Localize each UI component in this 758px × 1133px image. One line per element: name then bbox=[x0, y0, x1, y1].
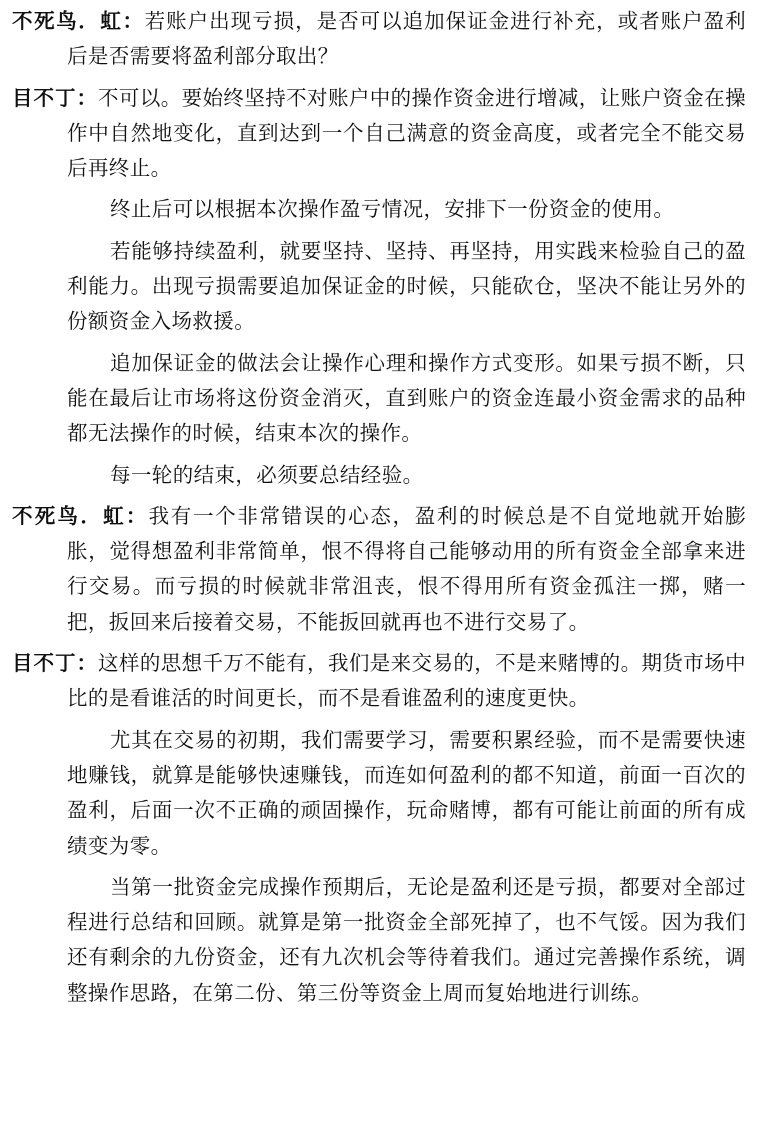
dialog-entry bbox=[12, 81, 746, 187]
speaker-name: 目不丁： bbox=[12, 85, 99, 110]
dialog-entry bbox=[12, 4, 746, 75]
dialog-entry bbox=[12, 646, 746, 717]
speaker-name: 不死鸟．虹： bbox=[12, 9, 145, 33]
paragraph: 追加保证金的做法会让操作心理和操作方式变形。如果亏损不断，只能在最后让市场将这份资金消灭，直到账户的资金连最小资金需求的品种都无法操作的时候，结束本次的操作。 bbox=[67, 350, 746, 446]
dialog-text: 我有一个非常错误的心态，盈利的时候总是不自觉地就开始膨胀，觉得想盈利非常简单，恨不得将自己能够动用的所有资金全部拿来进行交易。而亏损的时候就非常沮丧，恨不得用所有资金孤注一掷，赌一把，扳回来后接着交易，不能扳回就再也不进行交易了。 bbox=[67, 503, 746, 634]
speaker-name: 不死鸟．虹： bbox=[12, 503, 149, 528]
dialog-text: 若账户出现亏损，是否可以追加保证金进行补充，或者账户盈利后是否需要将盈利部分取出？ bbox=[67, 9, 747, 69]
dialog-text: 这样的思想千万不能有，我们是来交易的，不是来赌博的。期货市场中比的是看谁活的时间更长，而不是看谁盈利的速度更快。 bbox=[67, 651, 746, 711]
paragraph: 终止后可以根据本次操作盈亏情况，安排下一份资金的使用。 bbox=[110, 197, 675, 222]
paragraph: 当第一批资金完成操作预期后，无论是盈利还是亏损，都要对全部过程进行总结和回顾。就算是第一批资金全部死掉了，也不气馁。因为我们还有剩余的九份资金，还有九次机会等待着我们。通过完善操作系统，调整操作思路，在第二份、第三份等资金上周而复始地进行训练。 bbox=[67, 874, 746, 1005]
paragraph: 每一轮的结束，必须要总结经验。 bbox=[110, 462, 424, 487]
paragraph: 若能够持续盈利，就要坚持、坚持、再坚持，用实践来检验自己的盈利能力。出现亏损需要追加保证金的时候，只能砍仓，坚决不能让另外的份额资金入场救援。 bbox=[67, 238, 746, 334]
dialog-entry bbox=[12, 499, 746, 640]
speaker-name: 目不丁： bbox=[12, 651, 99, 676]
paragraph: 尤其在交易的初期，我们需要学习，需要积累经验，而不是需要快速地赚钱，就算是能够快速赚钱，而连如何盈利的都不知道，前面一百次的盈利，后面一次不正确的顽固操作，玩命赌博，都有可能让前面的所有成绩变为零。 bbox=[67, 727, 746, 858]
dialog-text: 不可以。要始终坚持不对账户中的操作资金进行增减，让账户资金在操作中自然地变化，直到达到一个自己满意的资金高度，或者完全不能交易后再终止。 bbox=[67, 85, 746, 181]
